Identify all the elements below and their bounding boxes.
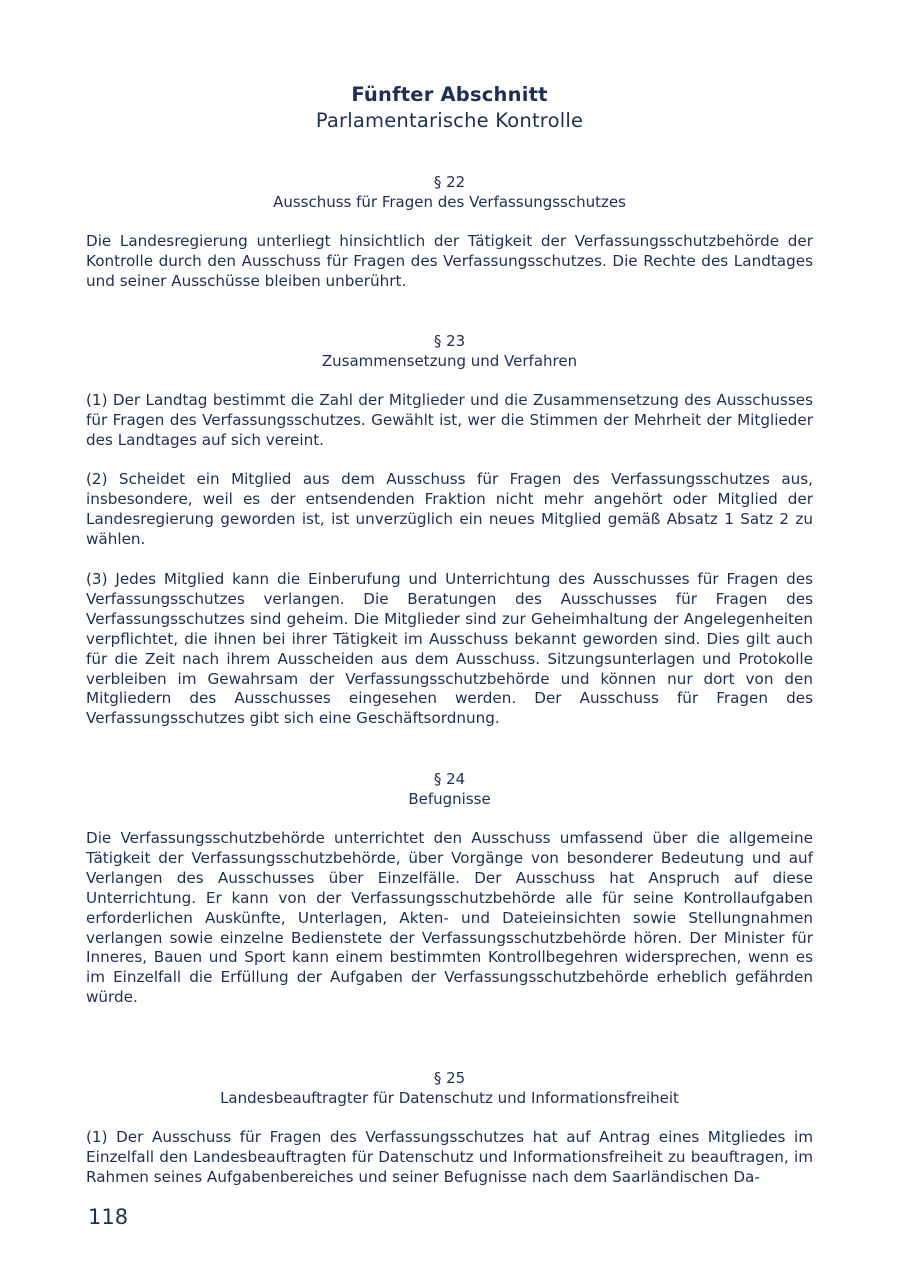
section-number: § 23 [433,332,466,350]
paragraph: Die Verfassungsschutzbehörde unterrichtet den Ausschuss umfassend über die allgemeine Tätigkeit der Verfassungsschutzbehörde, über Vorgänge von besonderer Bedeutung und auf Verlangen des Ausschusses über Einzelfälle. Der Ausschuss hat Anspruch auf diese Unterrichtung. Er kann von der Verfassungsschutzbehörde alle für seine Kontrollaufgaben erforderlichen Auskünfte, Unterlagen, Akten- und Dateieinsichten sowie Stellungnahmen verlangen sowie einzelne Bedienstete der Verfassungsschutzbehörde hören. Der Minister für Inneres, Bauen und Sport kann einem bestimmten Kontrollbegehren widersprechen, wenn es im Einzelfall die Erfüllung der Aufgaben der Verfassungsschutzbehörde erheblich gefährden würde. [86,829,813,1007]
section-title: Zusammensetzung und Verfahren [321,352,578,370]
section-heading [86,1068,813,1108]
section-number: § 24 [433,770,466,788]
section-heading [86,172,813,212]
paragraph: (1) Der Landtag bestimmt die Zahl der Mitglieder und die Zusammensetzung des Ausschusses für Fragen des Verfassungsschutzes. Gewählt ist, wer die Stimmen der Mehrheit der Mitglieder des Landtages auf sich vereint. [86,391,813,449]
section-title: Ausschuss für Fragen des Verfassungsschutzes [273,193,626,211]
paragraph: (3) Jedes Mitglied kann die Einberufung und Unterrichtung des Ausschusses für Fragen des Verfassungsschutzes verlangen. Die Beratungen des Ausschusses für Fragen des Verfassungsschutzes sind geheim. Die Mitglieder sind zur Geheimhaltung der Angelegenheiten verpflichtet, die ihnen bei ihrer Tätigkeit im Ausschuss bekannt geworden sind. Dies gilt auch für die Zeit nach ihrem Ausscheiden aus dem Ausschuss. Sitzungsunterlagen und Protokolle verbleiben im Gewahrsam der Verfassungsschutzbehörde und können nur dort von den Mitgliedern des Ausschusses eingesehen werden. Der Ausschuss für Fragen des Verfassungsschutzes gibt sich eine Geschäftsordnung. [86,570,813,728]
section-number: § 22 [433,173,466,191]
paragraph: (2) Scheidet ein Mitglied aus dem Ausschuss für Fragen des Verfassungsschutzes aus, insbesondere, weil es der entsendenden Fraktion nicht mehr angehört oder Mitglied der Landesregierung geworden ist, ist unverzüglich ein neues Mitglied gemäß Absatz 1 Satz 2 zu wählen. [86,470,813,548]
section-title: Befugnisse [408,790,491,808]
section-heading [86,331,813,371]
section-title: Landesbeauftragter für Datenschutz und Informationsfreiheit [220,1089,679,1107]
paragraph: (1) Der Ausschuss für Fragen des Verfassungsschutzes hat auf Antrag eines Mitgliedes im Einzelfall den Landesbeauftragten für Datenschutz und Informationsfreiheit zu beauftragen, im Rahmen seines Aufgabenbereiches und seiner Befugnisse nach dem Saarländischen Da- [86,1128,813,1186]
section-heading [86,769,813,809]
page-number: 118 [88,1205,129,1229]
paragraph: Die Landesregierung unterliegt hinsichtlich der Tätigkeit der Verfassungsschutzbehörde der Kontrolle durch den Ausschuss für Fragen des Verfassungsschutzes. Die Rechte des Landtages und seiner Ausschüsse bleiben unberührt. [86,232,813,290]
section-number: § 25 [433,1069,466,1087]
chapter-subtitle: Parlamentarische Kontrolle [315,109,584,132]
chapter-title: Fünfter Abschnitt [351,83,548,106]
chapter-heading [86,82,813,134]
